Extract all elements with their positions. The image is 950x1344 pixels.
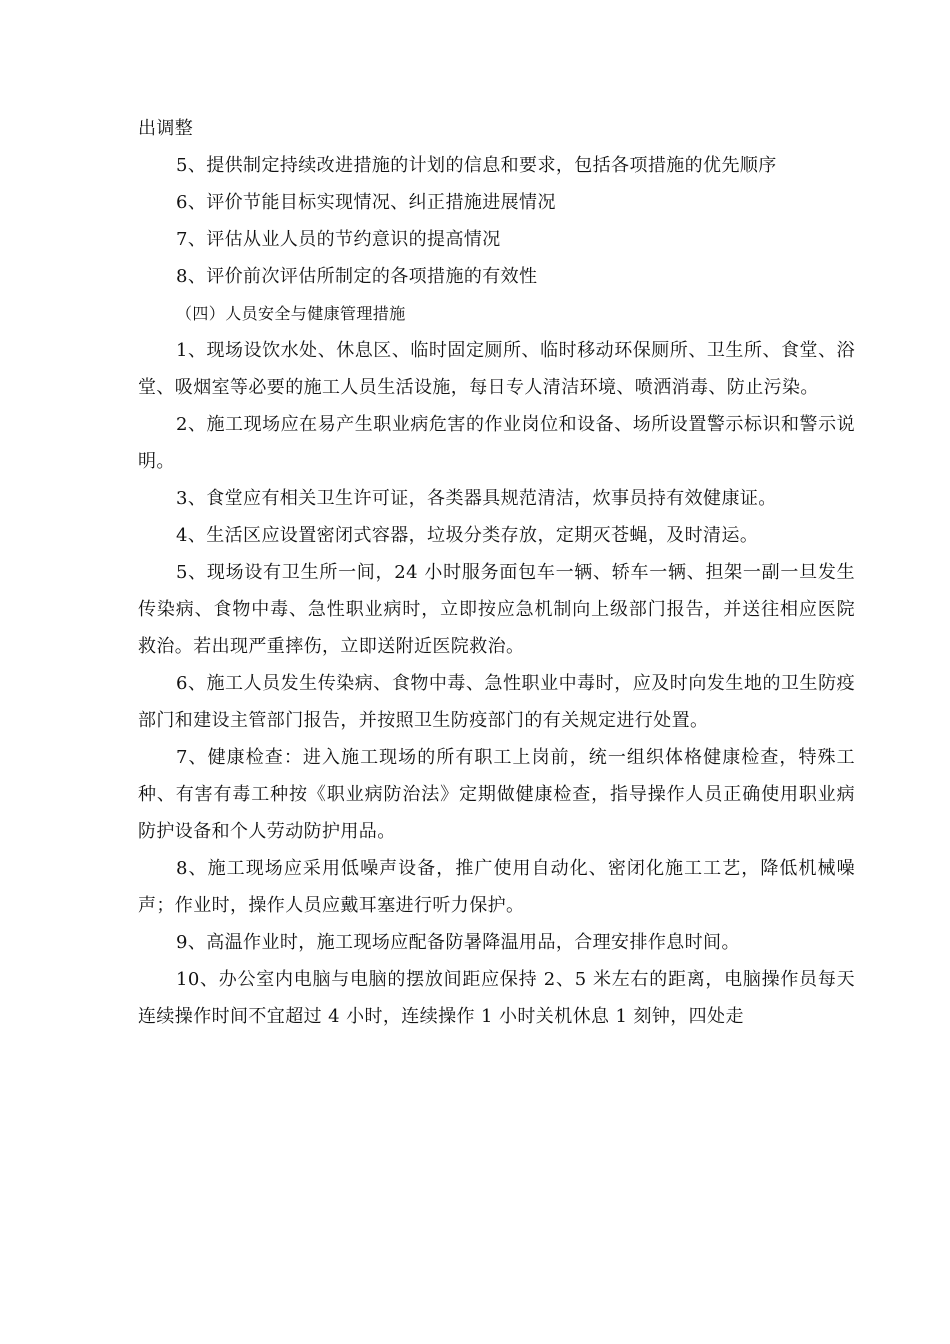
measure-item-10: 10、办公室内电脑与电脑的摆放间距应保持 2、5 米左右的距离，电脑操作员每天连续操作时间不宜超过 4 小时，连续操作 1 小时关机休息 1 刻钟，四处走 — [138, 969, 855, 1027]
list-item-6: 6、评价节能目标实现情况、纠正措施进展情况 — [176, 192, 556, 213]
section-heading: （四）人员安全与健康管理措施 — [176, 304, 406, 323]
list-item-8: 8、评价前次评估所制定的各项措施的有效性 — [176, 266, 538, 287]
measure-item-8: 8、施工现场应采用低噪声设备，推广使用自动化、密闭化施工工艺，降低机械噪声；作业时，操作人员应戴耳塞进行听力保护。 — [138, 858, 855, 916]
list-item-7: 7、评估从业人员的节约意识的提高情况 — [176, 229, 501, 250]
measure-item-9: 9、高温作业时，施工现场应配备防暑降温用品，合理安排作息时间。 — [176, 932, 740, 953]
measure-item-4: 4、生活区应设置密闭式容器，垃圾分类存放，定期灭苍蝇，及时清运。 — [176, 525, 759, 546]
measure-item-3: 3、食堂应有相关卫生许可证，各类器具规范清洁，炊事员持有效健康证。 — [176, 488, 777, 509]
measure-item-1: 1、现场设饮水处、休息区、临时固定厕所、临时移动环保厕所、卫生所、食堂、浴堂、吸烟室等必要的施工人员生活设施，每日专人清洁环境、喷洒消毒、防止污染。 — [138, 340, 855, 398]
paragraph-continuation: 出调整 — [138, 118, 194, 139]
document-body — [138, 110, 855, 1035]
measure-item-5: 5、现场设有卫生所一间，24 小时服务面包车一辆、轿车一辆、担架一副一旦发生传染病、食物中毒、急性职业病时，立即按应急机制向上级部门报告，并送往相应医院救治。若出现严重摔伤，立即送附近医院救治。 — [138, 562, 855, 657]
measure-item-7: 7、健康检查：进入施工现场的所有职工上岗前，统一组织体格健康检查，特殊工种、有害有毒工种按《职业病防治法》定期做健康检查，指导操作人员正确使用职业病防护设备和个人劳动防护用品。 — [138, 747, 855, 842]
measure-item-2: 2、施工现场应在易产生职业病危害的作业岗位和设备、场所设置警示标识和警示说明。 — [138, 414, 855, 472]
list-item-5: 5、提供制定持续改进措施的计划的信息和要求，包括各项措施的优先顺序 — [176, 155, 777, 176]
measure-item-6: 6、施工人员发生传染病、食物中毒、急性职业中毒时，应及时向发生地的卫生防疫部门和建设主管部门报告，并按照卫生防疫部门的有关规定进行处置。 — [138, 673, 855, 731]
